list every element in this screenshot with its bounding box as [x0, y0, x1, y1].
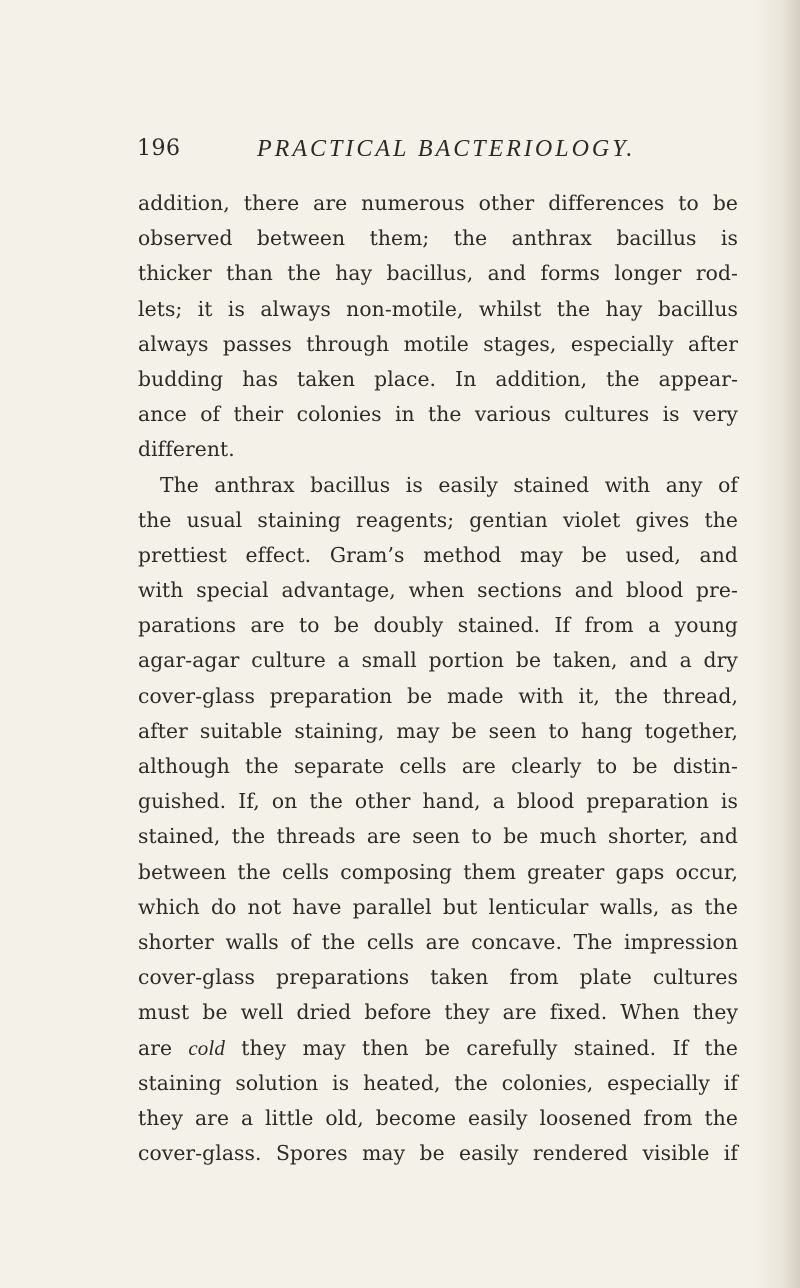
- text-line: observed between them; the anthrax bacillus is: [138, 226, 738, 251]
- text-line: cover-glass preparations taken from plate cultures: [138, 965, 738, 990]
- text-line: cover-glass preparation be made with it, the thread,: [138, 683, 738, 708]
- text-line: parations are to be doubly stained. If from a young: [138, 613, 738, 638]
- text-line: lets; it is always non-motile, whilst the hay bacillus: [138, 296, 738, 321]
- text-line: with special advantage, when sections and blood pre-: [138, 578, 738, 603]
- running-head: [137, 136, 757, 176]
- text-line: guished. If, on the other hand, a blood preparation is: [138, 789, 738, 814]
- text-line: prettiest effect. Gram’s method may be used, and: [138, 542, 738, 567]
- emphasis-cold: cold: [188, 1035, 225, 1060]
- text-line: they are a little old, become easily loosened from the: [138, 1105, 738, 1130]
- text-line: budding has taken place. In addition, the appear-: [138, 366, 738, 391]
- text-line: thicker than the hay bacillus, and forms longer rod-: [138, 261, 738, 286]
- text-line: between the cells composing them greater gaps occur,: [138, 859, 738, 884]
- text-line: addition, there are numerous other differences to be: [138, 191, 738, 215]
- text-line: different.: [138, 437, 235, 462]
- text-line: although the separate cells are clearly to be distin-: [138, 754, 738, 778]
- text-line: ance of their colonies in the various cultures is very: [138, 402, 738, 427]
- text-line: staining solution is heated, the colonies, especially if: [138, 1070, 738, 1095]
- text-line: must be well dried before they are fixed. When they: [138, 1000, 738, 1025]
- text-line: always passes through motile stages, especially after: [138, 331, 738, 356]
- text-segment: are: [138, 1035, 189, 1060]
- text-line: which do not have parallel but lenticular walls, as the: [138, 894, 738, 919]
- text-line: agar-agar culture a small portion be taken, and a dry: [138, 648, 738, 673]
- text-line: the usual staining reagents; gentian violet gives the: [138, 507, 738, 532]
- text-line: shorter walls of the cells are concave. The impression: [138, 929, 738, 954]
- text-line: stained, the threads are seen to be much shorter, and: [138, 824, 738, 849]
- text-line: cover-glass. Spores may be easily rendered visible if: [138, 1141, 738, 1166]
- text-segment: they may then be carefully stained. If the: [224, 1035, 738, 1060]
- text-line: [138, 1031, 738, 1066]
- text-line: The anthrax bacillus is easily stained with any of: [160, 472, 738, 497]
- text-line: after suitable staining, may be seen to hang together,: [138, 718, 738, 743]
- book-title: PRACTICAL BACTERIOLOGY.: [257, 136, 636, 162]
- page-number: 196: [137, 136, 181, 161]
- body-text: [138, 186, 738, 1171]
